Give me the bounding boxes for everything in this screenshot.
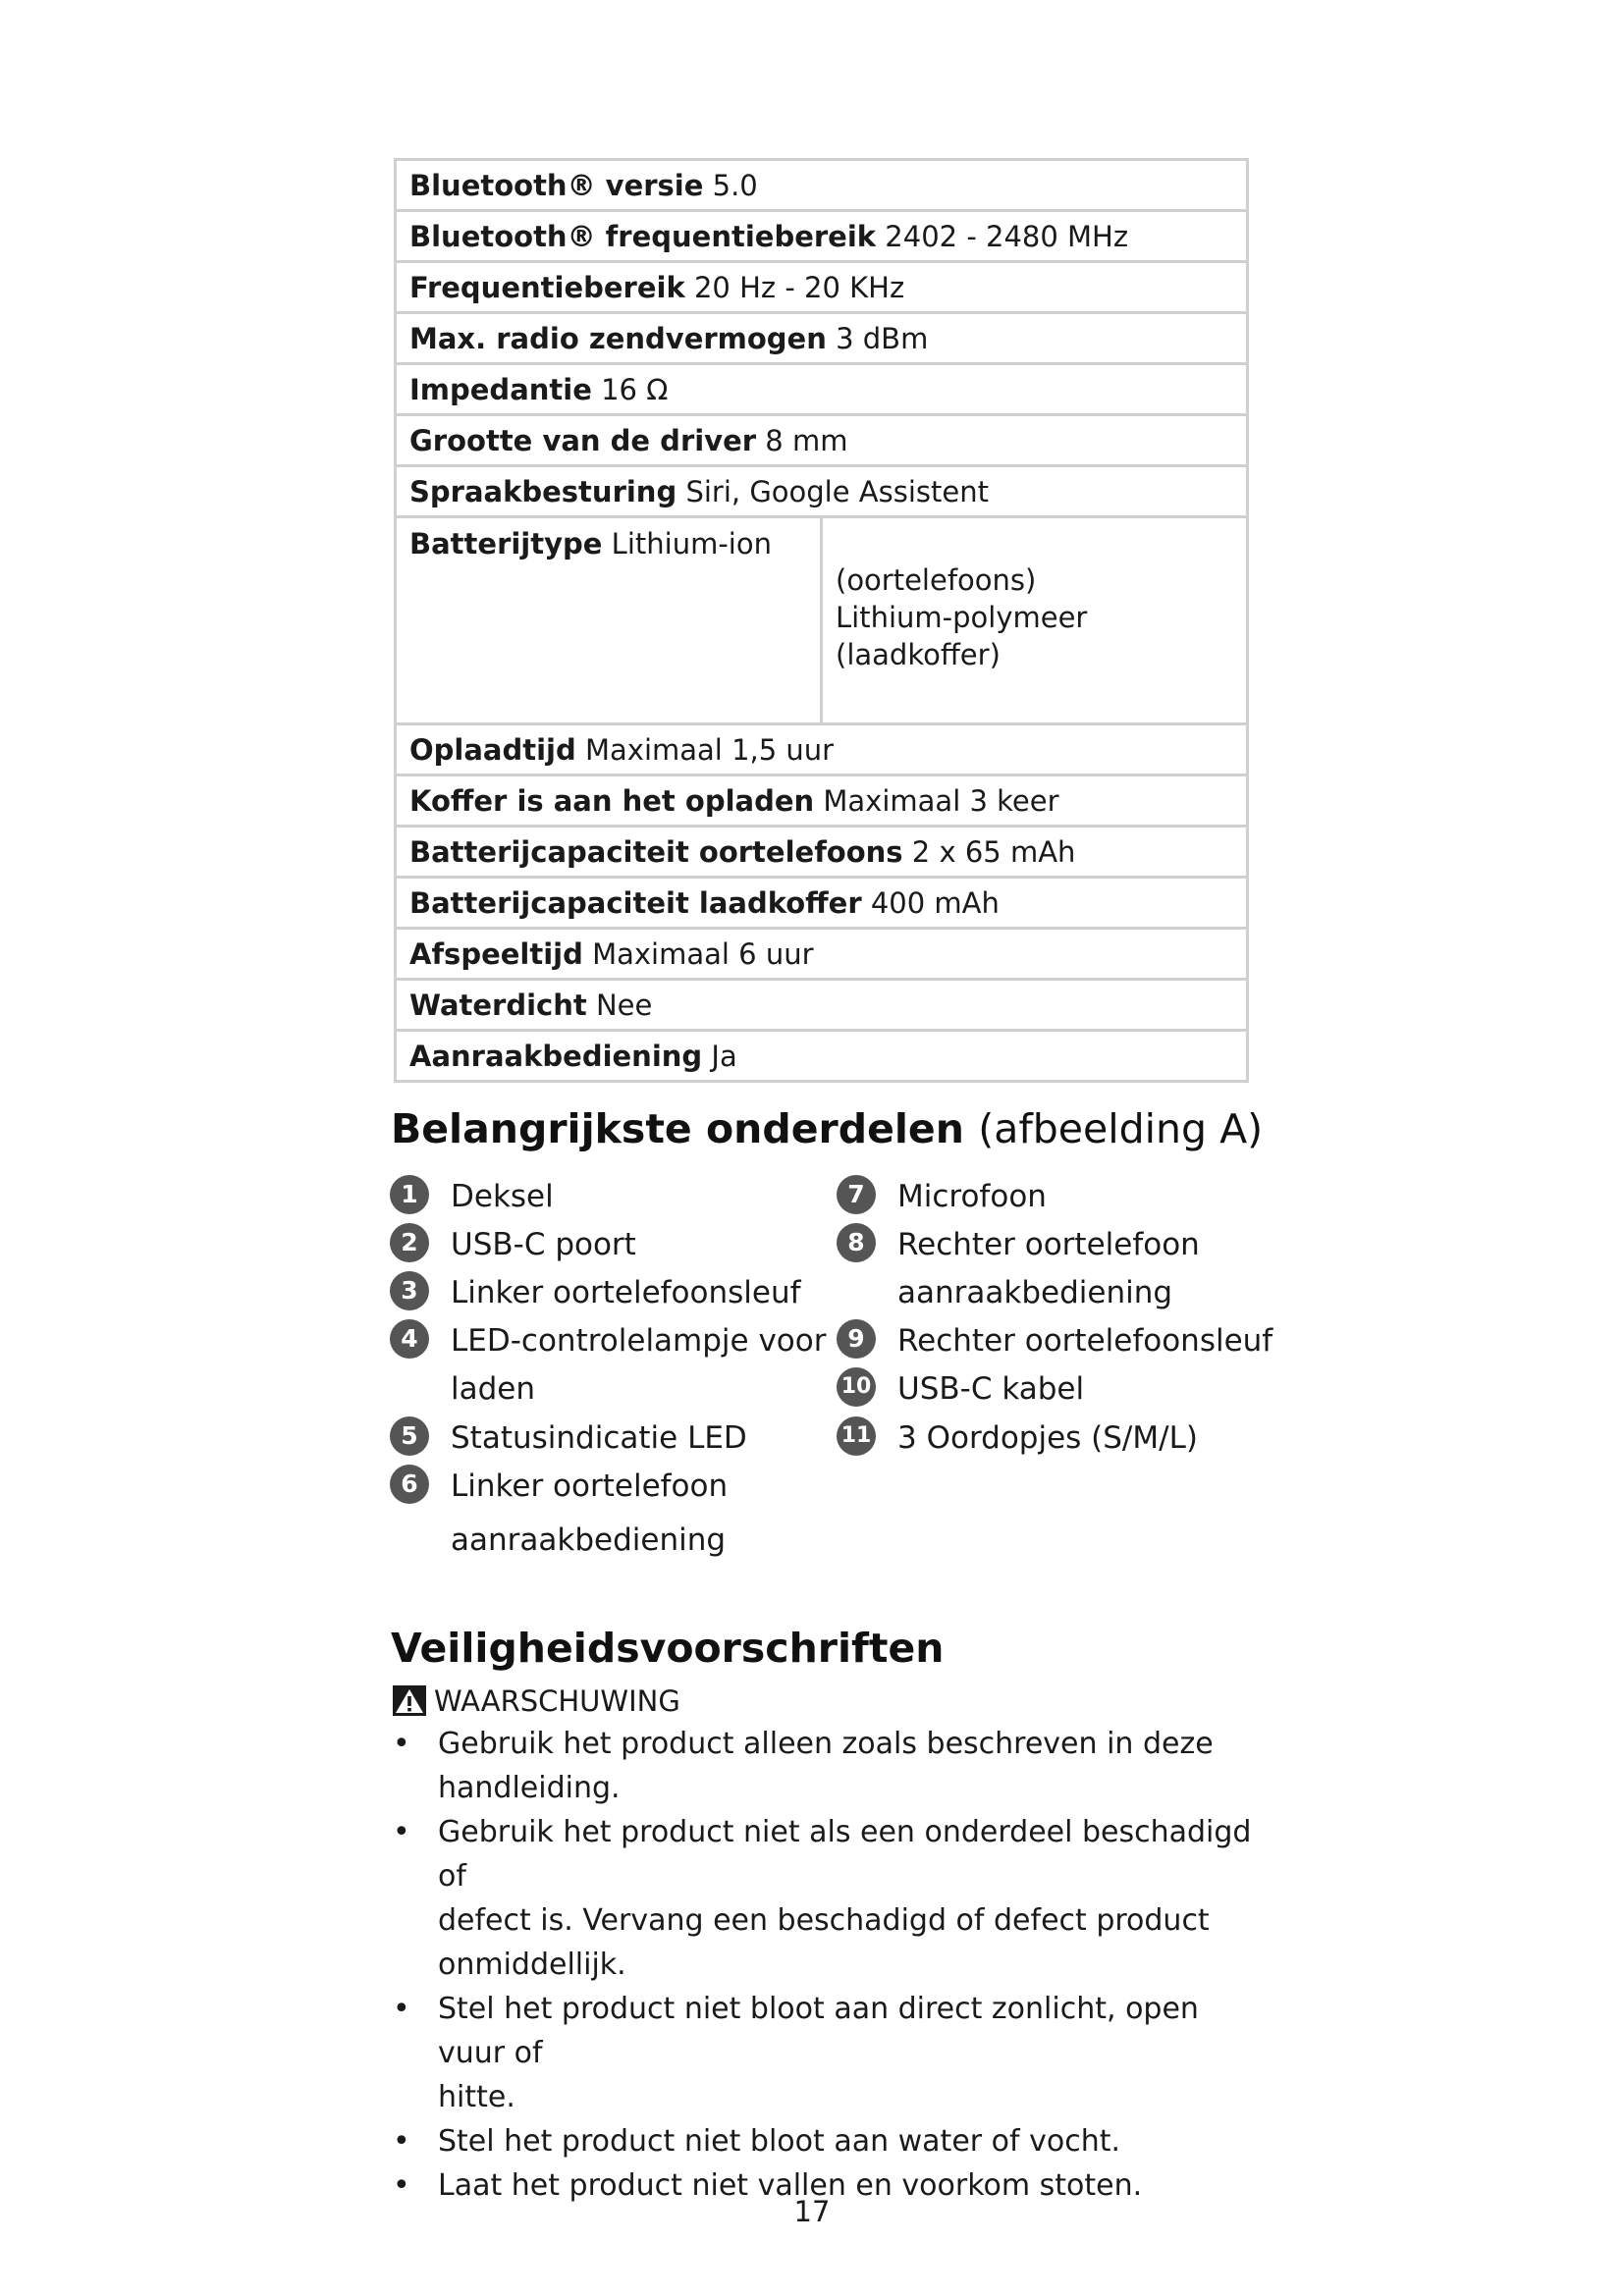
part-label: laden: [451, 1371, 536, 1407]
spec-value: 8 mm: [765, 423, 848, 457]
spec-cell: [396, 364, 1248, 415]
bullet-line: • Stel het product niet bloot aan water of vocht.: [438, 2124, 1121, 2159]
bullet-line: • Laat het product niet vallen en voorkom stoten.: [438, 2168, 1143, 2203]
number-badge-icon: 3: [390, 1271, 429, 1310]
spec-label: Spraakbesturing: [409, 474, 677, 508]
spec-cell: [396, 466, 1248, 517]
number-badge-icon: 1: [390, 1175, 429, 1214]
spec-value: 2402 - 2480 MHz: [885, 219, 1129, 253]
spec-row: [396, 160, 1248, 211]
spec-cell-extra: [822, 517, 1248, 724]
battery-type-line: (oortelefoons): [836, 563, 1037, 597]
spec-label: Batterijcapaciteit oortelefoons: [409, 834, 903, 869]
part-label: Linker oortelefoon: [451, 1468, 729, 1504]
spec-label: Batterijcapaciteit laadkoffer: [409, 885, 862, 920]
spec-value: Maximaal 6 uur: [592, 936, 814, 971]
parts-heading-bold: Belangrijkste onderdelen: [391, 1105, 964, 1152]
number-badge-icon: 8: [837, 1223, 876, 1262]
spec-label: Batterijtype: [409, 527, 603, 561]
number-badge-icon: 11: [837, 1416, 876, 1456]
spec-label: Waterdicht: [409, 988, 587, 1022]
spec-value: 2 x 65 mAh: [911, 834, 1076, 869]
spec-cell: [396, 724, 1248, 775]
list-item: [393, 1810, 1257, 1987]
bullet-line: onmiddellijk.: [438, 1948, 626, 1982]
spec-row: [396, 878, 1248, 929]
part-label: Linker oortelefoonsleuf: [451, 1275, 801, 1310]
part-label: Microfoon: [897, 1179, 1047, 1214]
spec-row: [396, 1031, 1248, 1082]
spec-value: 16 Ω: [601, 372, 669, 406]
bullet-line: hitte.: [438, 2080, 515, 2114]
safety-heading: Veiligheidsvoorschriften: [391, 1625, 945, 1672]
spec-cell: [396, 211, 1248, 262]
spec-value: Ja: [711, 1039, 737, 1073]
number-badge-icon: 6: [390, 1465, 429, 1504]
spec-cell: [396, 262, 1248, 313]
bullet-line: handleiding.: [438, 1771, 621, 1805]
bullet-line: • Gebruik het product alleen zoals beschreven in deze: [438, 1727, 1214, 1761]
part-label: Statusindicatie LED: [451, 1420, 747, 1456]
spec-row: [396, 775, 1248, 827]
list-item: [393, 1987, 1257, 2119]
warning-label: WAARSCHUWING: [434, 1684, 680, 1718]
bullet-line: • Stel het product niet bloot aan direct zonlicht, open vuur of: [438, 1992, 1199, 2070]
page-number: 17: [793, 2195, 831, 2228]
spec-row: [396, 827, 1248, 878]
spec-cell: [396, 1031, 1248, 1082]
spec-label: Max. radio zendvermogen: [409, 321, 827, 355]
number-badge-icon: 7: [837, 1175, 876, 1214]
number-badge-icon: 10: [837, 1367, 876, 1407]
part-label: 3 Oordopjes (S/M/L): [897, 1420, 1198, 1456]
parts-heading: [391, 1105, 1263, 1152]
spec-cell: [396, 929, 1248, 980]
spec-label: Bluetooth® versie: [409, 168, 704, 202]
spec-value: Nee: [595, 988, 653, 1022]
warning-row: [393, 1684, 680, 1718]
part-label: LED-controlelampje voor: [451, 1323, 827, 1359]
list-item: [393, 2119, 1257, 2163]
spec-row: [396, 980, 1248, 1031]
number-badge-icon: 2: [390, 1223, 429, 1262]
spec-cell: [396, 160, 1248, 211]
part-label: Rechter oortelefoon: [897, 1227, 1200, 1262]
number-badge-icon: 5: [390, 1416, 429, 1456]
spec-value: 3 dBm: [836, 321, 929, 355]
battery-type-line: Lithium-polymeer: [836, 601, 1088, 634]
spec-value: Maximaal 1,5 uur: [584, 732, 835, 767]
spec-label: Frequentiebereik: [409, 270, 685, 304]
spec-label: Grootte van de driver: [409, 423, 757, 457]
spec-cell: [396, 313, 1248, 364]
spec-label: Aanraakbediening: [409, 1039, 703, 1073]
spec-cell: [396, 980, 1248, 1031]
spec-cell: [396, 415, 1248, 466]
part-label: Rechter oortelefoonsleuf: [897, 1323, 1273, 1359]
part-label: USB-C kabel: [897, 1371, 1085, 1407]
part-label: USB-C poort: [451, 1227, 636, 1262]
spec-value: Lithium-ion: [611, 527, 772, 561]
spec-label: Koffer is aan het opladen: [409, 783, 815, 818]
spec-cell: [396, 827, 1248, 878]
spec-label: Impedantie: [409, 372, 592, 406]
spec-value: Siri, Google Assistent: [685, 474, 989, 508]
spec-row: [396, 466, 1248, 517]
safety-bullet-list: [393, 1722, 1257, 2208]
spec-value: 20 Hz - 20 KHz: [693, 270, 905, 304]
spec-row: [396, 262, 1248, 313]
parts-heading-light: (afbeelding A): [978, 1105, 1264, 1152]
spec-cell: [396, 775, 1248, 827]
spec-label: Bluetooth® frequentiebereik: [409, 219, 877, 253]
spec-row: [396, 313, 1248, 364]
spec-row: [396, 517, 1248, 724]
bullet-line: defect is. Vervang een beschadigd of defect product: [438, 1903, 1210, 1938]
battery-type-line: (laadkoffer): [836, 638, 1001, 671]
spec-value: Maximaal 3 keer: [823, 783, 1059, 818]
spec-cell: [396, 878, 1248, 929]
part-label: aanraakbediening: [897, 1275, 1173, 1310]
spec-table: [394, 158, 1249, 1083]
spec-row: [396, 929, 1248, 980]
bullet-line: • Gebruik het product niet als een onderdeel beschadigd of: [438, 1815, 1252, 1894]
spec-label: Oplaadtijd: [409, 732, 576, 767]
spec-row: [396, 724, 1248, 775]
part-label: aanraakbediening: [451, 1522, 727, 1558]
spec-value: 5.0: [712, 168, 758, 202]
list-item: [393, 1722, 1257, 1810]
spec-row: [396, 415, 1248, 466]
spec-cell: [396, 517, 822, 724]
spec-row: [396, 211, 1248, 262]
warning-triangle-icon: [393, 1685, 426, 1716]
spec-row: [396, 364, 1248, 415]
number-badge-icon: 4: [390, 1319, 429, 1359]
spec-label: Afspeeltijd: [409, 936, 583, 971]
spec-value: 400 mAh: [870, 885, 1000, 920]
number-badge-icon: 9: [837, 1319, 876, 1359]
part-label: Deksel: [451, 1179, 554, 1214]
